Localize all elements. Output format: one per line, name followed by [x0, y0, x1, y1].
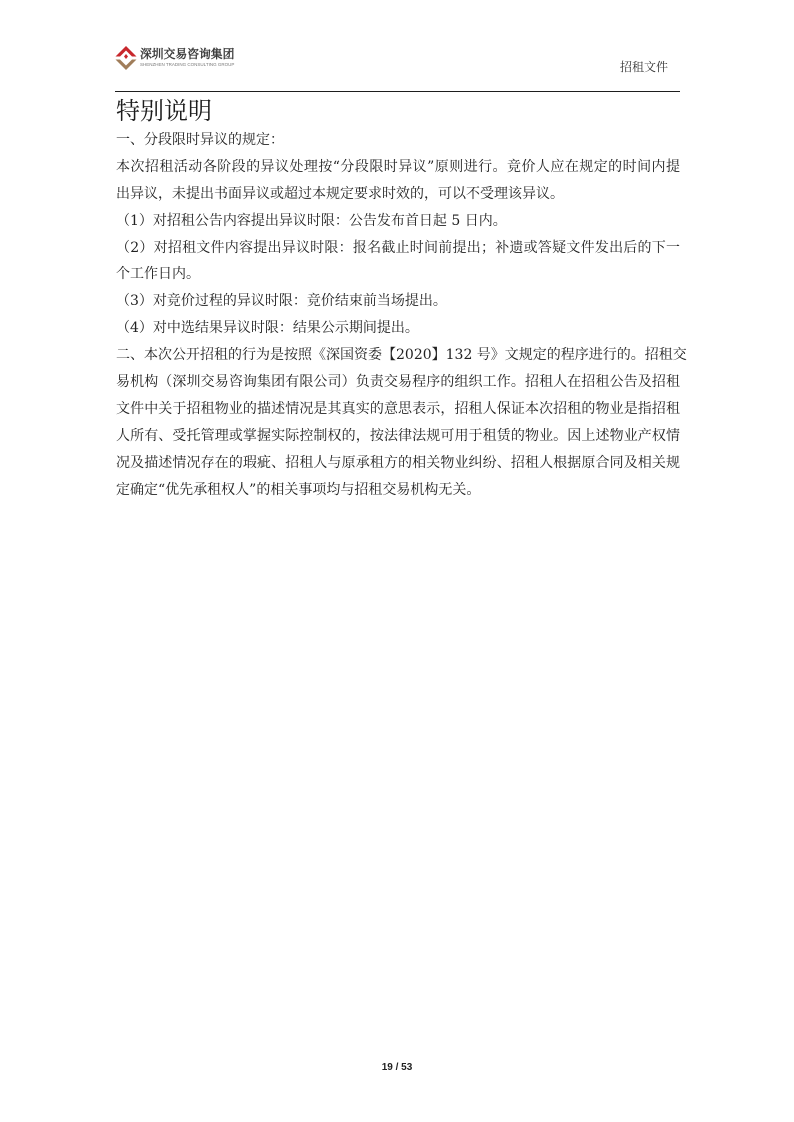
- text-line: 二、本次公开招租的行为是按照《深国资委【2020】132 号》文规定的程序进行的。招租交: [116, 347, 687, 364]
- text-line: 况及描述情况存在的瑕疵、招租人与原承租方的相关物业纠纷、招租人根据原合同及相关规: [116, 454, 680, 471]
- section-2-paragraph: [116, 342, 687, 503]
- text-line: 易机构（深圳交易咨询集团有限公司）负责交易程序的组织工作。招租人在招租公告及招租: [116, 374, 680, 391]
- logo-center-diamond: [124, 54, 128, 59]
- company-name-cn: 深圳交易咨询集团: [140, 47, 235, 61]
- text-line: 个工作日内。: [116, 266, 200, 283]
- text-line: 定确定“优先承租权人”的相关事项均与招租交易机构无关。: [116, 481, 481, 498]
- document-type-label: 招租文件: [619, 60, 668, 74]
- text-line: 人所有、受托管理或掌握实际控制权的，按法律法规可用于租赁的物业。因上述物业产权情: [116, 427, 680, 444]
- text-line: （3）对竞价过程的异议时限：竞价结束前当场提出。: [116, 293, 447, 310]
- objection-item-1: [116, 208, 680, 235]
- text-line: 文件中关于招租物业的描述情况是其真实的意思表示，招租人保证本次招租的物业是指招租: [116, 400, 680, 417]
- header-divider: [115, 91, 680, 92]
- objection-item-2: [116, 235, 680, 289]
- objection-principle-paragraph: [116, 154, 680, 208]
- page-number: 19 / 53: [381, 1062, 413, 1073]
- text-line: （2）对招租文件内容提出异议时限：报名截止时间前提出；补遗或答疑文件发出后的下一: [116, 239, 680, 256]
- company-name-en: SHENZHEN TRADING CONSULTING GROUP: [140, 62, 235, 67]
- page-title: 特别说明: [116, 97, 212, 125]
- text-line: 一、分段限时异议的规定：: [116, 132, 284, 148]
- text-line: 出异议，未提出书面异议或超过本规定要求时效的，可以不受理该异议。: [116, 185, 564, 202]
- text-line: 本次招租活动各阶段的异议处理按“分段限时异议”原则进行。竞价人应在规定的时间内提: [116, 158, 680, 175]
- text-line: （1）对招租公告内容提出异议时限：公告发布首日起 5 日内。: [116, 212, 507, 229]
- logo-lower-chevron: [116, 60, 137, 71]
- special-notes-body: [116, 127, 687, 503]
- objection-item-3: [116, 288, 680, 315]
- objection-item-4: [116, 315, 680, 342]
- company-logo-icon: [115, 45, 137, 71]
- company-logo: [115, 44, 240, 72]
- section-heading-objection-rules: [116, 127, 680, 154]
- text-line: （4）对中选结果异议时限：结果公示期间提出。: [116, 320, 419, 337]
